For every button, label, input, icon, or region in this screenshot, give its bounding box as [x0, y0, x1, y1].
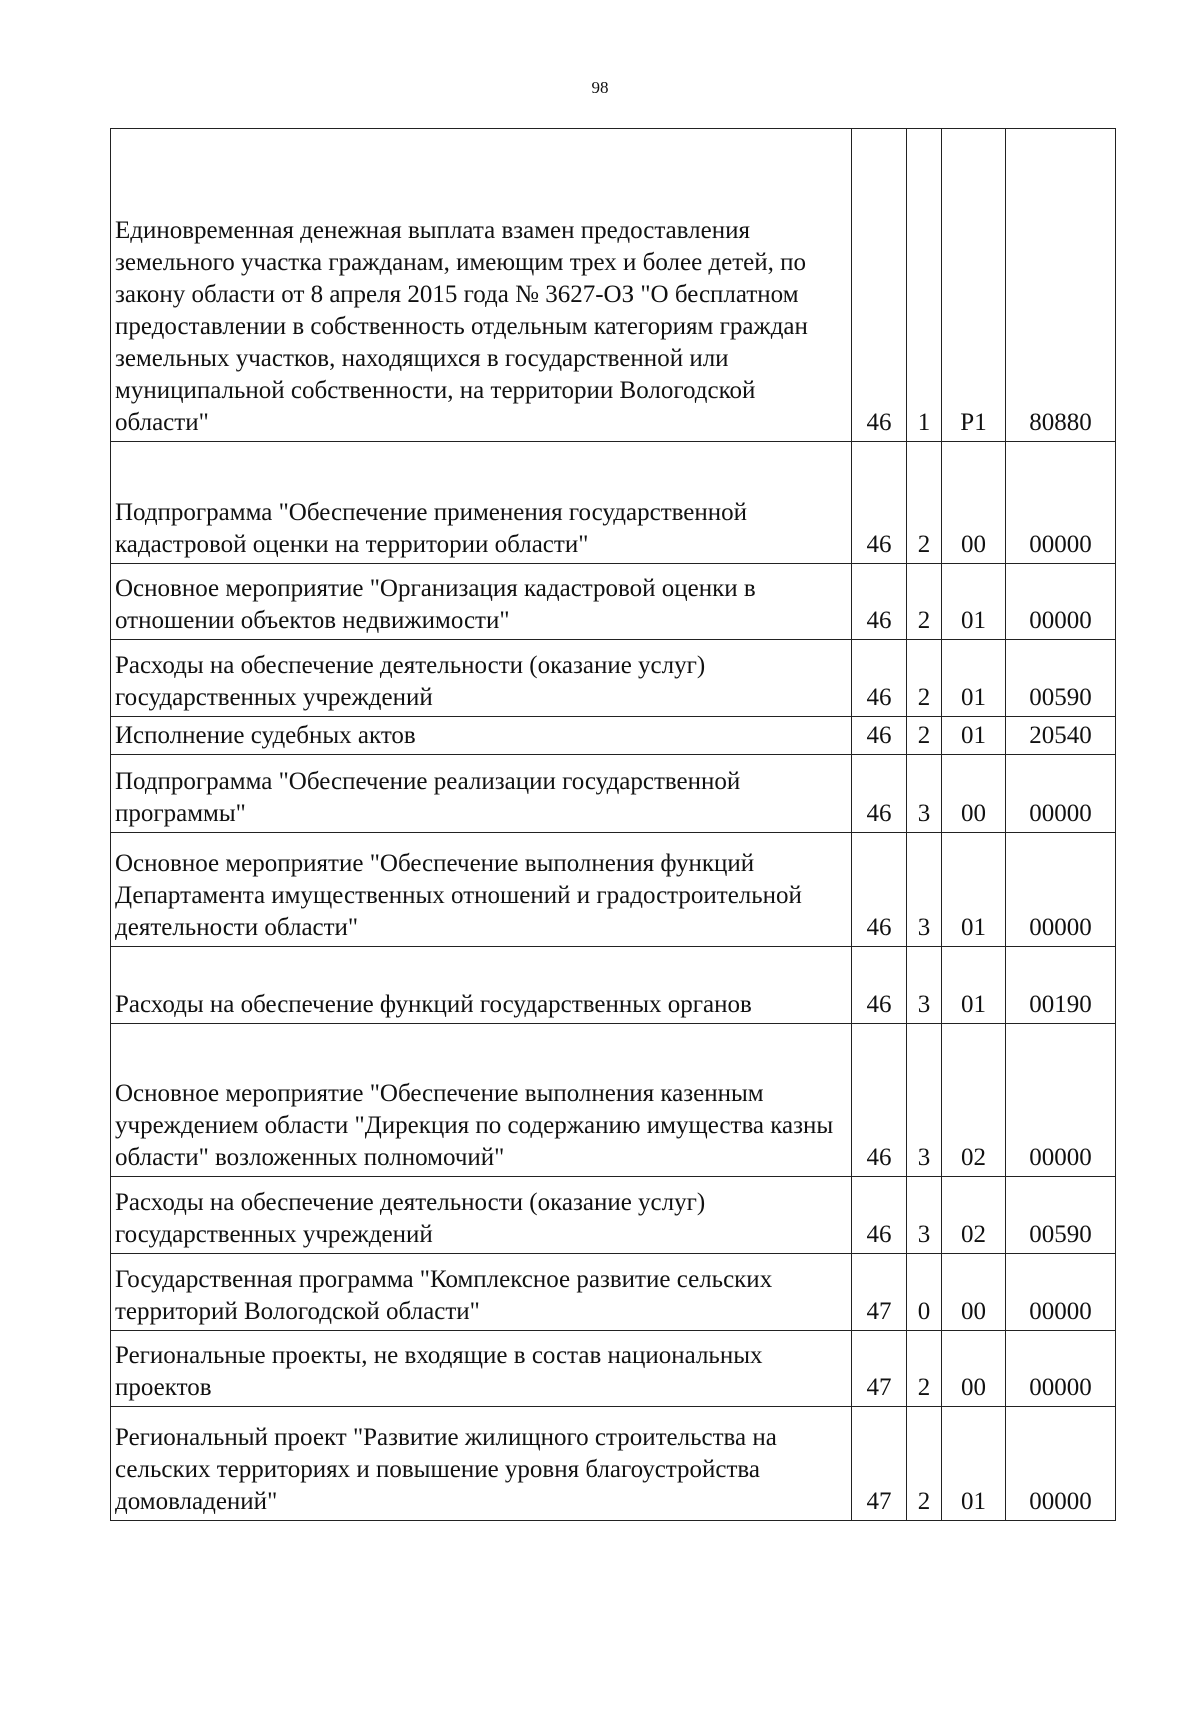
table-row — [111, 442, 1116, 564]
expense-name: Основное мероприятие "Организация кадастровой оценки в отношении объектов недвижимости" — [111, 564, 852, 640]
subprogram-code: 3 — [907, 947, 942, 1024]
direction-code: 00000 — [1006, 755, 1116, 833]
table-row — [111, 129, 1116, 442]
expense-name: Государственная программа "Комплексное развитие сельских территорий Вологодской области" — [111, 1254, 852, 1331]
subprogram-code: 0 — [907, 1254, 942, 1331]
expense-name: Расходы на обеспечение функций государственных органов — [111, 947, 852, 1024]
table-row — [111, 833, 1116, 947]
expense-name: Расходы на обеспечение деятельности (оказание услуг) государственных учреждений — [111, 640, 852, 717]
direction-code: 00000 — [1006, 442, 1116, 564]
subprogram-code: 3 — [907, 1024, 942, 1177]
direction-code: 00190 — [1006, 947, 1116, 1024]
program-code: 46 — [852, 129, 907, 442]
activity-code: 01 — [942, 833, 1006, 947]
subprogram-code: 2 — [907, 564, 942, 640]
activity-code: 02 — [942, 1177, 1006, 1254]
direction-code: 80880 — [1006, 129, 1116, 442]
activity-code: 00 — [942, 1331, 1006, 1407]
activity-code: 00 — [942, 755, 1006, 833]
program-code: 47 — [852, 1407, 907, 1521]
direction-code: 20540 — [1006, 717, 1116, 755]
program-code: 46 — [852, 717, 907, 755]
direction-code: 00590 — [1006, 640, 1116, 717]
table-row — [111, 1254, 1116, 1331]
expense-name: Региональные проекты, не входящие в состав национальных проектов — [111, 1331, 852, 1407]
subprogram-code: 2 — [907, 640, 942, 717]
direction-code: 00000 — [1006, 833, 1116, 947]
subprogram-code: 3 — [907, 1177, 942, 1254]
activity-code: 01 — [942, 947, 1006, 1024]
activity-code: 00 — [942, 1254, 1006, 1331]
table-row — [111, 564, 1116, 640]
program-code: 47 — [852, 1331, 907, 1407]
expense-name: Расходы на обеспечение деятельности (оказание услуг) государственных учреждений — [111, 1177, 852, 1254]
activity-code: 01 — [942, 1407, 1006, 1521]
expense-name: Основное мероприятие "Обеспечение выполнения казенным учреждением области "Дирекция по содержанию имущества казны области" возложенных полномочий" — [111, 1024, 852, 1177]
budget-classification-table — [110, 128, 1116, 1521]
expense-name: Основное мероприятие "Обеспечение выполнения функций Департамента имущественных отношений и градостроительной деятельности области" — [111, 833, 852, 947]
table-row — [111, 1177, 1116, 1254]
activity-code: 00 — [942, 442, 1006, 564]
direction-code: 00000 — [1006, 564, 1116, 640]
expense-name: Подпрограмма "Обеспечение применения государственной кадастровой оценки на территории области" — [111, 442, 852, 564]
activity-code: 01 — [942, 717, 1006, 755]
direction-code: 00000 — [1006, 1024, 1116, 1177]
program-code: 47 — [852, 1254, 907, 1331]
table-body — [111, 129, 1116, 1521]
subprogram-code: 2 — [907, 1407, 942, 1521]
table-row — [111, 717, 1116, 755]
direction-code: 00000 — [1006, 1331, 1116, 1407]
table-row — [111, 640, 1116, 717]
activity-code: P1 — [942, 129, 1006, 442]
subprogram-code: 3 — [907, 833, 942, 947]
table-row — [111, 755, 1116, 833]
program-code: 46 — [852, 1177, 907, 1254]
program-code: 46 — [852, 640, 907, 717]
activity-code: 02 — [942, 1024, 1006, 1177]
subprogram-code: 2 — [907, 442, 942, 564]
table-row — [111, 947, 1116, 1024]
table-row — [111, 1331, 1116, 1407]
subprogram-code: 2 — [907, 1331, 942, 1407]
subprogram-code: 1 — [907, 129, 942, 442]
activity-code: 01 — [942, 564, 1006, 640]
subprogram-code: 3 — [907, 755, 942, 833]
program-code: 46 — [852, 442, 907, 564]
direction-code: 00000 — [1006, 1254, 1116, 1331]
program-code: 46 — [852, 947, 907, 1024]
activity-code: 01 — [942, 640, 1006, 717]
table-row — [111, 1024, 1116, 1177]
program-code: 46 — [852, 755, 907, 833]
expense-name: Подпрограмма "Обеспечение реализации государственной программы" — [111, 755, 852, 833]
program-code: 46 — [852, 1024, 907, 1177]
expense-name: Единовременная денежная выплата взамен предоставления земельного участка гражданам, имеющим трех и более детей, по закону области от 8 апреля 2015 года № 3627-ОЗ "О бесплатном предоставлении в собственность отдельным категориям граждан земельных участков, находящихся в государственной или муниципальной собственности, на территории Вологодской области" — [111, 129, 852, 442]
program-code: 46 — [852, 564, 907, 640]
expense-name: Исполнение судебных актов — [111, 717, 852, 755]
direction-code: 00590 — [1006, 1177, 1116, 1254]
subprogram-code: 2 — [907, 717, 942, 755]
program-code: 46 — [852, 833, 907, 947]
table-row — [111, 1407, 1116, 1521]
expense-name: Региональный проект "Развитие жилищного строительства на сельских территориях и повышение уровня благоустройства домовладений" — [111, 1407, 852, 1521]
direction-code: 00000 — [1006, 1407, 1116, 1521]
page-number: 98 — [591, 78, 609, 97]
